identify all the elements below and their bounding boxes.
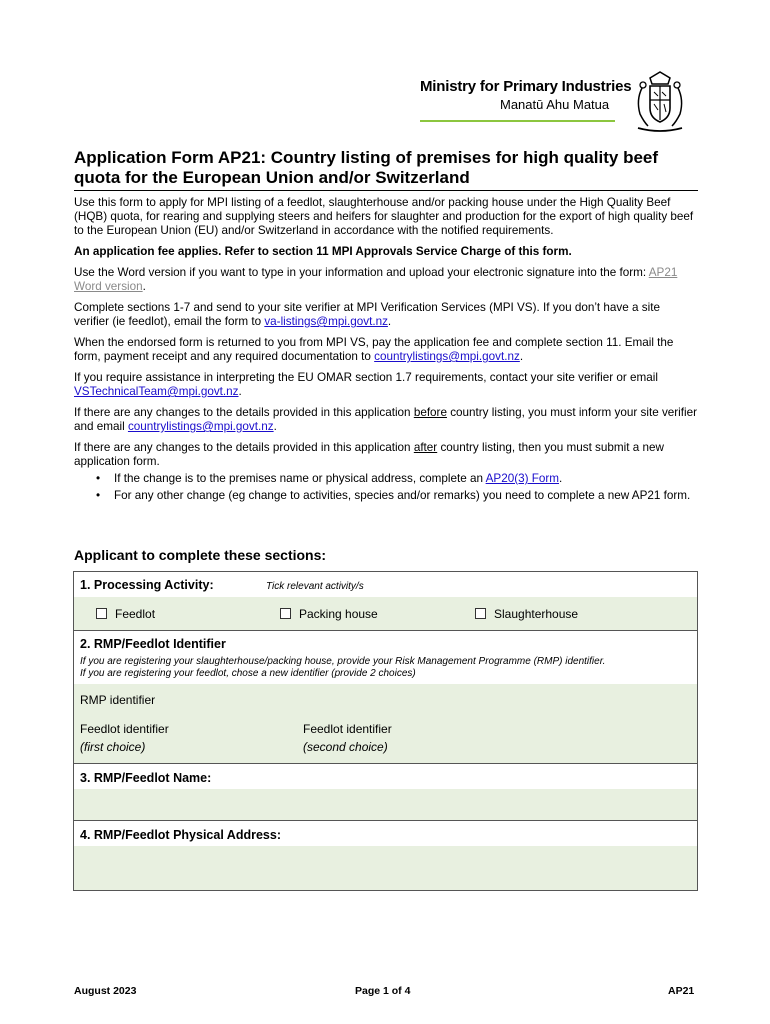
sections-paragraph: Complete sections 1-7 and send to your site verifier at MPI Verification Services (MPI VS). If you don’t have a site verifier (ie feedlot), email the form to va-listings@mpi.govt.nz. bbox=[74, 301, 660, 328]
checkbox-icon[interactable] bbox=[96, 608, 107, 619]
rmp-identifier-label: RMP identifier bbox=[80, 693, 156, 707]
section-4-header bbox=[74, 820, 697, 846]
ap20-form-link[interactable]: AP20(3) Form bbox=[485, 472, 559, 485]
section-1-options bbox=[74, 597, 697, 630]
section-2-note: If you are registering your slaughterhouse/packing house, provide your Risk Management Programme (RMP) identifier. If you are registering your feedlot, chose a new identifier (provide 2 choices) bbox=[80, 656, 606, 679]
footer-date: August 2023 bbox=[74, 985, 137, 997]
feedlot-identifier-2-label: Feedlot identifier bbox=[303, 722, 392, 736]
changes-after-paragraph: If there are any changes to the details provided in this application after country listing, then you must submit a new application form. bbox=[74, 441, 664, 468]
nz-coat-of-arms-icon bbox=[628, 70, 692, 134]
section-2-title: 2. RMP/Feedlot Identifier bbox=[80, 637, 226, 651]
countrylistings-email-link-2[interactable]: countrylistings@mpi.govt.nz bbox=[127, 420, 274, 433]
word-version-link[interactable]: AP21 Word version bbox=[74, 266, 678, 293]
checkbox-icon[interactable] bbox=[280, 608, 291, 619]
section-1-hint: Tick relevant activity/s bbox=[266, 581, 364, 592]
packing-house-checkbox[interactable]: Packing house bbox=[280, 607, 378, 621]
footer-form-code: AP21 bbox=[668, 985, 695, 997]
assistance-paragraph: If you require assistance in interpreting the EU OMAR section 1.7 requirements, contact your site verifier or email VSTechnicalTeam@mpi.govt.nz. bbox=[74, 371, 658, 398]
feedlot-identifier-2-hint: (second choice) bbox=[303, 740, 388, 754]
footer-page-number: Page 1 of 4 bbox=[355, 985, 411, 997]
org-name-maori: Manatū Ahu Matua bbox=[500, 97, 610, 112]
changes-before-paragraph: If there are any changes to the details provided in this application before country listing, you must inform your site verifier and email countrylistings@mpi.govt.nz. bbox=[74, 406, 698, 433]
intro-text bbox=[74, 196, 698, 506]
vstechnicalteam-email-link[interactable]: VSTechnicalTeam@mpi.govt.nz bbox=[74, 385, 239, 398]
section-3-header bbox=[74, 763, 697, 789]
section-1-header bbox=[74, 572, 697, 597]
slaughterhouse-checkbox[interactable]: Slaughterhouse bbox=[475, 607, 578, 621]
payment-paragraph: When the endorsed form is returned to you from MPI VS, pay the application fee and complete section 11. Email the form, payment receipt and any required documentation to countrylistings@mpi.govt.nz. bbox=[74, 336, 674, 363]
list-item: • If the change is to the premises name or physical address, complete an AP20(3) Form. bbox=[114, 472, 698, 486]
mpi-logo bbox=[420, 70, 700, 135]
feedlot-identifier-fields[interactable] bbox=[74, 714, 697, 763]
application-form bbox=[73, 571, 698, 891]
org-name: Ministry for Primary Industries bbox=[420, 78, 632, 95]
list-item: • For any other change (eg change to activities, species and/or remarks) you need to complete a new AP21 form. bbox=[114, 489, 698, 503]
section-1-title: 1. Processing Activity: bbox=[80, 578, 214, 592]
feedlot-identifier-1-hint: (first choice) bbox=[80, 740, 146, 754]
logo-rule bbox=[420, 120, 615, 122]
section-2-header bbox=[74, 630, 697, 684]
feedlot-identifier-1-label: Feedlot identifier bbox=[80, 722, 169, 736]
section-4-title: 4. RMP/Feedlot Physical Address: bbox=[80, 828, 281, 842]
countrylistings-email-link[interactable]: countrylistings@mpi.govt.nz bbox=[374, 350, 520, 363]
title-divider bbox=[74, 190, 698, 191]
section-3-title: 3. RMP/Feedlot Name: bbox=[80, 771, 212, 785]
va-listings-email-link[interactable]: va-listings@mpi.govt.nz bbox=[264, 315, 388, 328]
applicant-heading: Applicant to complete these sections: bbox=[74, 547, 327, 563]
changes-list bbox=[74, 472, 698, 503]
section-2-fields bbox=[74, 684, 697, 763]
feedlot-checkbox[interactable]: Feedlot bbox=[96, 607, 155, 621]
checkbox-icon[interactable] bbox=[475, 608, 486, 619]
rmp-feedlot-name-field[interactable] bbox=[74, 789, 697, 820]
physical-address-field[interactable] bbox=[74, 846, 697, 890]
fee-notice: An application fee applies. Refer to section 11 MPI Approvals Service Charge of this form. bbox=[74, 245, 572, 258]
word-version-paragraph: Use the Word version if you want to type in your information and upload your electronic signature into the form: AP21 Word version. bbox=[74, 266, 678, 293]
page-title: Application Form AP21: Country listing of premises for high quality beef quota for the European Union and/or Switzerland bbox=[74, 148, 659, 187]
intro-paragraph: Use this form to apply for MPI listing of a feedlot, slaughterhouse and/or packing house under the High Quality Beef (HQB) quota, for rearing and supplying steers and heifers for slaughter and production for the export of high quality beef to the European Union (EU) and/or Switzerland in accordance with the notified requirements. bbox=[74, 196, 694, 237]
